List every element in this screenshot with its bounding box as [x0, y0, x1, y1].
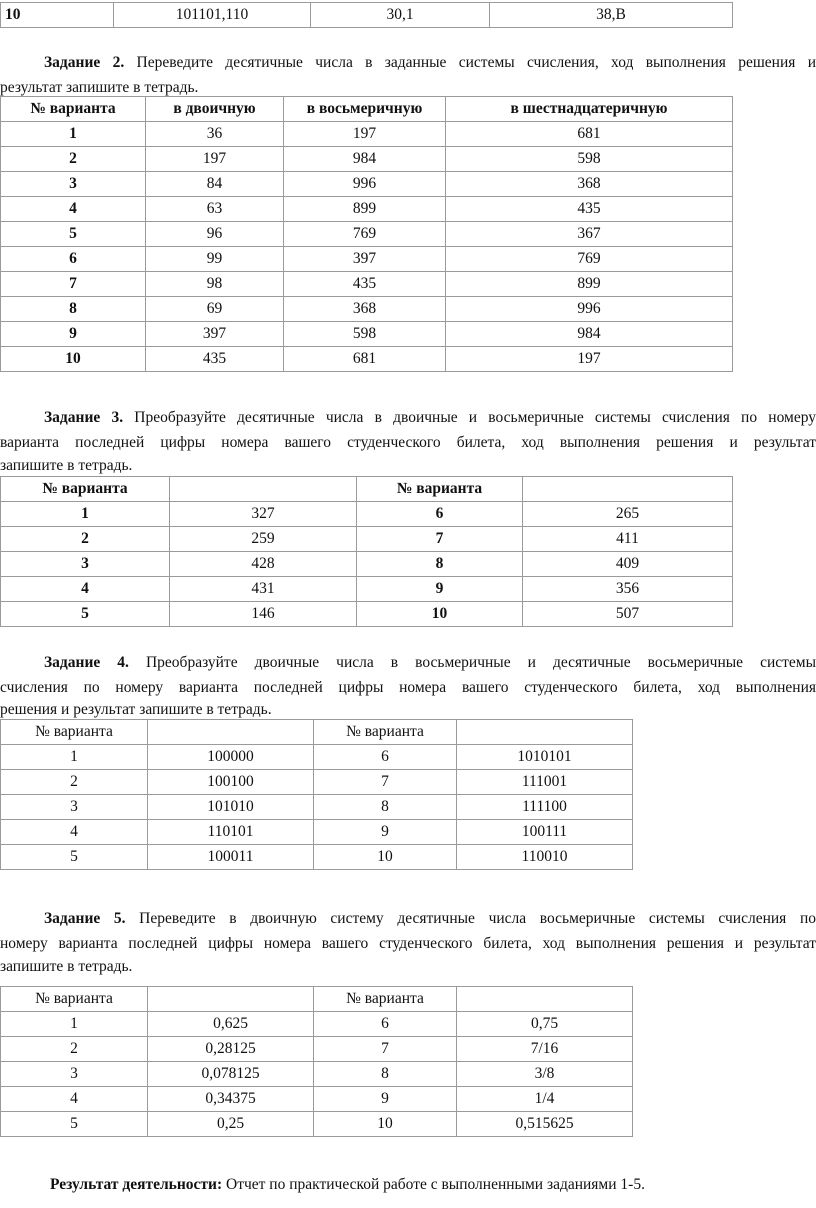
table-cell: 3 [1, 795, 148, 820]
table-cell: 3 [1, 552, 170, 577]
table-cell: 598 [284, 322, 446, 347]
table-row [1, 297, 733, 322]
table-cell: 3 [1, 1062, 148, 1087]
table-row [1, 347, 733, 372]
table-cell: 100100 [148, 770, 314, 795]
table-cell: 259 [170, 527, 357, 552]
table-cell: 6 [314, 1012, 457, 1037]
table-header-cell: № варианта [357, 477, 523, 502]
table-header-cell [457, 987, 633, 1012]
task2-paragraph-line2: результат запишите в тетрадь. [0, 79, 199, 96]
table-cell: 9 [314, 1087, 457, 1112]
table-cell: 10 [357, 602, 523, 627]
task3-heading: Задание 3. [44, 409, 124, 426]
table-cell: 681 [284, 347, 446, 372]
table-cell: 36 [146, 122, 284, 147]
table-cell: 3 [1, 172, 146, 197]
table-cell: 5 [1, 1112, 148, 1137]
table-cell: 9 [357, 577, 523, 602]
result-text: Отчет по практической работе с выполненными заданиями 1-5. [226, 1176, 645, 1193]
table-cell: 0,625 [148, 1012, 314, 1037]
table-cell: 101010 [148, 795, 314, 820]
table-cell: 3/8 [457, 1062, 633, 1087]
task4-text: Преобразуйте двоичные числа в восьмеричные и десятичные восьмеричные системы [145, 654, 816, 671]
result-heading: Результат деятельности: [50, 1176, 223, 1193]
task5-paragraph-line2: номеру варианта последней цифры номера вашего студенческого билета, ход выполнения решения и результат [0, 935, 816, 952]
table-row [1, 1112, 633, 1137]
table-cell: 265 [523, 502, 733, 527]
table-cell: 8 [357, 552, 523, 577]
table-header-row [1, 987, 633, 1012]
table-cell: 197 [446, 347, 733, 372]
task2-table [0, 96, 733, 372]
table-cell: 1/4 [457, 1087, 633, 1112]
table-cell: 0,078125 [148, 1062, 314, 1087]
table-cell: 146 [170, 602, 357, 627]
task4-heading: Задание 4. [44, 654, 129, 671]
table-row [1, 3, 733, 28]
table-cell: 899 [446, 272, 733, 297]
table-cell: 1010101 [457, 745, 633, 770]
table-cell: 507 [523, 602, 733, 627]
table-cell: 996 [446, 297, 733, 322]
table-cell: 356 [523, 577, 733, 602]
table-cell: 110101 [148, 820, 314, 845]
table-cell: 10 [314, 1112, 457, 1137]
table-row [1, 845, 633, 870]
table-cell: 327 [170, 502, 357, 527]
table-header-row [1, 477, 733, 502]
table-cell: 4 [1, 1087, 148, 1112]
table-cell: 96 [146, 222, 284, 247]
table-cell: 1 [1, 745, 148, 770]
table-row [1, 197, 733, 222]
table-cell: 111001 [457, 770, 633, 795]
table-row [1, 147, 733, 172]
table-cell: 6 [314, 745, 457, 770]
task3-table [0, 476, 733, 627]
table-row [1, 770, 633, 795]
table-cell: 100011 [148, 845, 314, 870]
table-cell: 101101,110 [114, 3, 311, 28]
table-cell: 4 [1, 820, 148, 845]
task4-paragraph-line3: решения и результат запишите в тетрадь. [0, 701, 272, 718]
table-cell: 367 [446, 222, 733, 247]
table-row [1, 795, 633, 820]
table-row [1, 247, 733, 272]
table-cell: 431 [170, 577, 357, 602]
table-cell: 428 [170, 552, 357, 577]
table-cell: 30,1 [311, 3, 490, 28]
table-header-cell: № варианта [314, 720, 457, 745]
table-cell: 0,25 [148, 1112, 314, 1137]
table-header-row [1, 97, 733, 122]
table-header-cell [148, 720, 314, 745]
table-row [1, 502, 733, 527]
table-row [1, 577, 733, 602]
table-cell: 111100 [457, 795, 633, 820]
table-cell: 6 [357, 502, 523, 527]
result-line [0, 1172, 816, 1197]
table-cell: 9 [314, 820, 457, 845]
task3-paragraph-line2: варианта последней цифры номера вашего студенческого билета, ход выполнения решения и результат [0, 434, 816, 451]
table-row [1, 122, 733, 147]
table-cell: 7 [357, 527, 523, 552]
table-cell: 100000 [148, 745, 314, 770]
table-row [1, 1062, 633, 1087]
table-header-cell: № варианта [1, 477, 170, 502]
table-cell: 7 [314, 1037, 457, 1062]
table-cell: 5 [1, 602, 170, 627]
table-cell: 100111 [457, 820, 633, 845]
table-cell: 4 [1, 577, 170, 602]
table-cell: 368 [284, 297, 446, 322]
table-header-cell: № варианта [1, 987, 148, 1012]
task3-text: Преобразуйте десятичные числа в двоичные и восьмеричные системы счисления по номеру [134, 409, 816, 426]
task3-paragraph-line1 [0, 405, 816, 430]
table-row [1, 322, 733, 347]
table-cell: 6 [1, 247, 146, 272]
table-cell: 2 [1, 770, 148, 795]
table-cell: 409 [523, 552, 733, 577]
table-cell: 9 [1, 322, 146, 347]
table-cell: 435 [446, 197, 733, 222]
table-cell: 10 [314, 845, 457, 870]
table-cell: 435 [146, 347, 284, 372]
table-cell: 38,B [490, 3, 733, 28]
table-cell: 996 [284, 172, 446, 197]
table-cell: 769 [284, 222, 446, 247]
table-cell: 84 [146, 172, 284, 197]
table-cell: 4 [1, 197, 146, 222]
table-cell: 769 [446, 247, 733, 272]
table-cell: 899 [284, 197, 446, 222]
table-cell: 10 [1, 347, 146, 372]
table-row [1, 602, 733, 627]
table-cell: 7 [314, 770, 457, 795]
table-cell: 110010 [457, 845, 633, 870]
table-cell: 10 [1, 3, 114, 28]
table-row [1, 745, 633, 770]
table-cell: 397 [284, 247, 446, 272]
table-header-cell: в восьмеричную [284, 97, 446, 122]
previous-table-last-row [0, 2, 733, 28]
table-cell: 598 [446, 147, 733, 172]
table-row [1, 820, 633, 845]
task4-paragraph-line1 [0, 650, 816, 675]
table-row [1, 552, 733, 577]
table-cell: 411 [523, 527, 733, 552]
table-header-cell: в шестнадцатеричную [446, 97, 733, 122]
table-cell: 1 [1, 502, 170, 527]
table-cell: 5 [1, 845, 148, 870]
table-row [1, 527, 733, 552]
table-row [1, 1087, 633, 1112]
task2-text: Переведите десятичные числа в заданные системы счисления, ход выполнения решения и [136, 54, 816, 71]
table-cell: 681 [446, 122, 733, 147]
table-cell: 197 [284, 122, 446, 147]
task4-table [0, 719, 633, 870]
table-row [1, 172, 733, 197]
table-cell: 1 [1, 1012, 148, 1037]
table-cell: 98 [146, 272, 284, 297]
task5-paragraph-line1 [0, 906, 816, 931]
table-cell: 397 [146, 322, 284, 347]
table-cell: 8 [314, 1062, 457, 1087]
table-cell: 0,515625 [457, 1112, 633, 1137]
table-cell: 2 [1, 1037, 148, 1062]
task4-paragraph-line2: счисления по номеру варианта последней цифры номера вашего студенческого билета, ход выполнения [0, 679, 816, 696]
table-cell: 8 [1, 297, 146, 322]
task5-heading: Задание 5. [44, 910, 126, 927]
table-cell: 435 [284, 272, 446, 297]
table-header-cell [457, 720, 633, 745]
table-header-cell [148, 987, 314, 1012]
table-cell: 0,75 [457, 1012, 633, 1037]
task5-text: Переведите в двоичную систему десятичные числа восьмеричные системы счисления по [139, 910, 816, 927]
task5-table [0, 986, 633, 1137]
table-cell: 69 [146, 297, 284, 322]
task2-heading: Задание 2. [44, 54, 125, 71]
table-cell: 99 [146, 247, 284, 272]
table-header-cell: № варианта [314, 987, 457, 1012]
table-cell: 63 [146, 197, 284, 222]
table-cell: 2 [1, 147, 146, 172]
table-cell: 7/16 [457, 1037, 633, 1062]
task3-paragraph-line3: запишите в тетрадь. [0, 457, 133, 474]
table-row [1, 1037, 633, 1062]
table-row [1, 272, 733, 297]
table-header-cell: № варианта [1, 720, 148, 745]
table-cell: 8 [314, 795, 457, 820]
table-cell: 0,34375 [148, 1087, 314, 1112]
table-cell: 2 [1, 527, 170, 552]
table-cell: 5 [1, 222, 146, 247]
table-cell: 1 [1, 122, 146, 147]
table-header-cell [170, 477, 357, 502]
table-row [1, 1012, 633, 1037]
table-row [1, 222, 733, 247]
table-cell: 0,28125 [148, 1037, 314, 1062]
table-cell: 7 [1, 272, 146, 297]
table-cell: 984 [284, 147, 446, 172]
table-header-cell: № варианта [1, 97, 146, 122]
task2-paragraph-line1 [0, 50, 816, 75]
table-header-cell: в двоичную [146, 97, 284, 122]
table-cell: 984 [446, 322, 733, 347]
table-cell: 368 [446, 172, 733, 197]
table-header-row [1, 720, 633, 745]
table-cell: 197 [146, 147, 284, 172]
table-header-cell [523, 477, 733, 502]
task5-paragraph-line3: запишите в тетрадь. [0, 958, 133, 975]
